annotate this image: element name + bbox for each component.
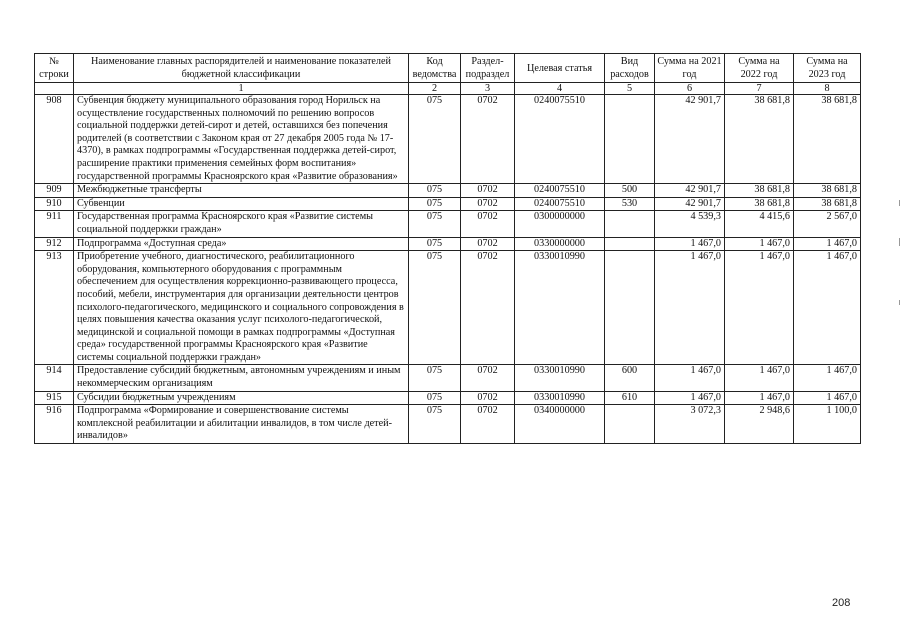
column-number: 1 xyxy=(74,83,409,95)
table-row xyxy=(35,365,861,391)
column-number xyxy=(35,83,74,95)
cell-sum-2022: 4 415,6 xyxy=(725,211,794,237)
cell-sum-2021: 4 539,3 xyxy=(655,211,725,237)
cell-dept: 075 xyxy=(409,251,461,365)
cell-section: 0702 xyxy=(461,405,515,444)
cell-sum-2021: 1 467,0 xyxy=(655,391,725,405)
cell-section: 0702 xyxy=(461,211,515,237)
cell-sum-2021: 1 467,0 xyxy=(655,237,725,251)
cell-row-no: 914 xyxy=(35,365,74,391)
cell-target: 0330010990 xyxy=(515,391,605,405)
cell-name: Государственная программа Красноярского края «Развитие системы социальной поддержки граждан» xyxy=(74,211,409,237)
cell-sum-2023: 2 567,0 xyxy=(794,211,861,237)
cell-dept: 075 xyxy=(409,405,461,444)
cell-target: 0240075510 xyxy=(515,184,605,198)
table-row xyxy=(35,237,861,251)
cell-row-no: 916 xyxy=(35,405,74,444)
cell-type: 610 xyxy=(605,391,655,405)
header-section: Раздел-подраздел xyxy=(461,54,515,83)
column-number: 5 xyxy=(605,83,655,95)
cell-section: 0702 xyxy=(461,237,515,251)
column-number: 6 xyxy=(655,83,725,95)
table-row xyxy=(35,184,861,198)
cell-sum-2023: 38 681,8 xyxy=(794,197,861,211)
cell-section: 0702 xyxy=(461,365,515,391)
table-body xyxy=(35,95,861,444)
cell-name: Приобретение учебного, диагностического, реабилитационного оборудования, компьютерного оборудования с программным обеспечением для осуществления коррекционно-развивающего процесса, пособий, мебели, инструментария для организации деятельности центров психолого-педагогического, медицинского и социального сопровождения в целях повышения качества оказания услуг психолого-педагогической, медицинской и социальной помощи в рамках подпрограммы «Доступная среда» государственной программы Красноярского края «Развитие системы социальной поддержки граждан» xyxy=(74,251,409,365)
cell-dept: 075 xyxy=(409,211,461,237)
cell-sum-2021: 3 072,3 xyxy=(655,405,725,444)
cell-sum-2023: 1 467,0 xyxy=(794,391,861,405)
scan-mark xyxy=(899,200,900,206)
header-target: Целевая статья xyxy=(515,54,605,83)
header-sum-2023: Сумма на 2023 год xyxy=(794,54,861,83)
header-sum-2021: Сумма на 2021 год xyxy=(655,54,725,83)
cell-sum-2021: 42 901,7 xyxy=(655,95,725,184)
cell-dept: 075 xyxy=(409,365,461,391)
cell-type: 600 xyxy=(605,365,655,391)
table-row xyxy=(35,405,861,444)
cell-sum-2022: 1 467,0 xyxy=(725,237,794,251)
scan-mark xyxy=(899,300,900,305)
cell-row-no: 911 xyxy=(35,211,74,237)
cell-target: 0340000000 xyxy=(515,405,605,444)
cell-dept: 075 xyxy=(409,184,461,198)
cell-row-no: 913 xyxy=(35,251,74,365)
cell-dept: 075 xyxy=(409,237,461,251)
header-dept-code: Код ведомства xyxy=(409,54,461,83)
header-sum-2022: Сумма на 2022 год xyxy=(725,54,794,83)
cell-sum-2022: 38 681,8 xyxy=(725,184,794,198)
cell-sum-2021: 42 901,7 xyxy=(655,197,725,211)
cell-section: 0702 xyxy=(461,184,515,198)
cell-sum-2021: 1 467,0 xyxy=(655,365,725,391)
cell-type xyxy=(605,211,655,237)
cell-target: 0330000000 xyxy=(515,237,605,251)
cell-dept: 075 xyxy=(409,197,461,211)
scan-mark xyxy=(899,238,900,246)
cell-type xyxy=(605,251,655,365)
cell-target: 0330010990 xyxy=(515,251,605,365)
header-name: Наименование главных распорядителей и наименование показателей бюджетной классификации xyxy=(74,54,409,83)
header-row-no: № строки xyxy=(35,54,74,83)
column-number: 7 xyxy=(725,83,794,95)
column-number: 4 xyxy=(515,83,605,95)
cell-sum-2023: 1 467,0 xyxy=(794,251,861,365)
column-number: 3 xyxy=(461,83,515,95)
cell-sum-2023: 1 100,0 xyxy=(794,405,861,444)
cell-dept: 075 xyxy=(409,391,461,405)
cell-sum-2023: 38 681,8 xyxy=(794,184,861,198)
cell-name: Подпрограмма «Доступная среда» xyxy=(74,237,409,251)
cell-sum-2021: 1 467,0 xyxy=(655,251,725,365)
cell-dept: 075 xyxy=(409,95,461,184)
cell-name: Подпрограмма «Формирование и совершенствование системы комплексной реабилитации и абилитации инвалидов, в том числе детей-инвалидов» xyxy=(74,405,409,444)
column-number: 2 xyxy=(409,83,461,95)
cell-name: Межбюджетные трансферты xyxy=(74,184,409,198)
table-row xyxy=(35,251,861,365)
cell-row-no: 909 xyxy=(35,184,74,198)
budget-table xyxy=(34,53,861,444)
cell-sum-2021: 42 901,7 xyxy=(655,184,725,198)
header-expense-type: Вид расходов xyxy=(605,54,655,83)
header-row xyxy=(35,54,861,83)
cell-sum-2023: 1 467,0 xyxy=(794,237,861,251)
cell-name: Предоставление субсидий бюджетным, автономным учреждениям и иным некоммерческим организациям xyxy=(74,365,409,391)
cell-row-no: 910 xyxy=(35,197,74,211)
cell-section: 0702 xyxy=(461,251,515,365)
cell-section: 0702 xyxy=(461,391,515,405)
column-number: 8 xyxy=(794,83,861,95)
cell-type: 500 xyxy=(605,184,655,198)
cell-section: 0702 xyxy=(461,197,515,211)
column-number-row xyxy=(35,83,861,95)
cell-target: 0240075510 xyxy=(515,95,605,184)
page-number: 208 xyxy=(832,597,851,609)
cell-row-no: 908 xyxy=(35,95,74,184)
table-row xyxy=(35,391,861,405)
cell-section: 0702 xyxy=(461,95,515,184)
cell-sum-2022: 1 467,0 xyxy=(725,251,794,365)
cell-sum-2022: 2 948,6 xyxy=(725,405,794,444)
cell-sum-2022: 38 681,8 xyxy=(725,197,794,211)
table-row xyxy=(35,211,861,237)
cell-sum-2022: 1 467,0 xyxy=(725,365,794,391)
cell-type xyxy=(605,405,655,444)
cell-sum-2022: 1 467,0 xyxy=(725,391,794,405)
cell-name: Субвенции xyxy=(74,197,409,211)
cell-sum-2023: 1 467,0 xyxy=(794,365,861,391)
cell-type: 530 xyxy=(605,197,655,211)
cell-target: 0300000000 xyxy=(515,211,605,237)
cell-name: Субсидии бюджетным учреждениям xyxy=(74,391,409,405)
table-header xyxy=(35,54,861,95)
table-row xyxy=(35,95,861,184)
cell-sum-2023: 38 681,8 xyxy=(794,95,861,184)
cell-row-no: 915 xyxy=(35,391,74,405)
cell-name: Субвенция бюджету муниципального образования город Норильск на осуществление государственных полномочий по решению вопросов социальной поддержки детей-сирот и детей, оставшихся без попечения родителей (в соответствии с Законом края от 27 декабря 2005 года № 17-4370), в рамках подпрограммы «Государственная поддержка детей-сирот, расширение практики применения семейных форм воспитания» государственной программы Красноярского края «Развитие образования» xyxy=(74,95,409,184)
cell-target: 0240075510 xyxy=(515,197,605,211)
cell-type xyxy=(605,95,655,184)
table-row xyxy=(35,197,861,211)
cell-type xyxy=(605,237,655,251)
cell-row-no: 912 xyxy=(35,237,74,251)
cell-target: 0330010990 xyxy=(515,365,605,391)
cell-sum-2022: 38 681,8 xyxy=(725,95,794,184)
